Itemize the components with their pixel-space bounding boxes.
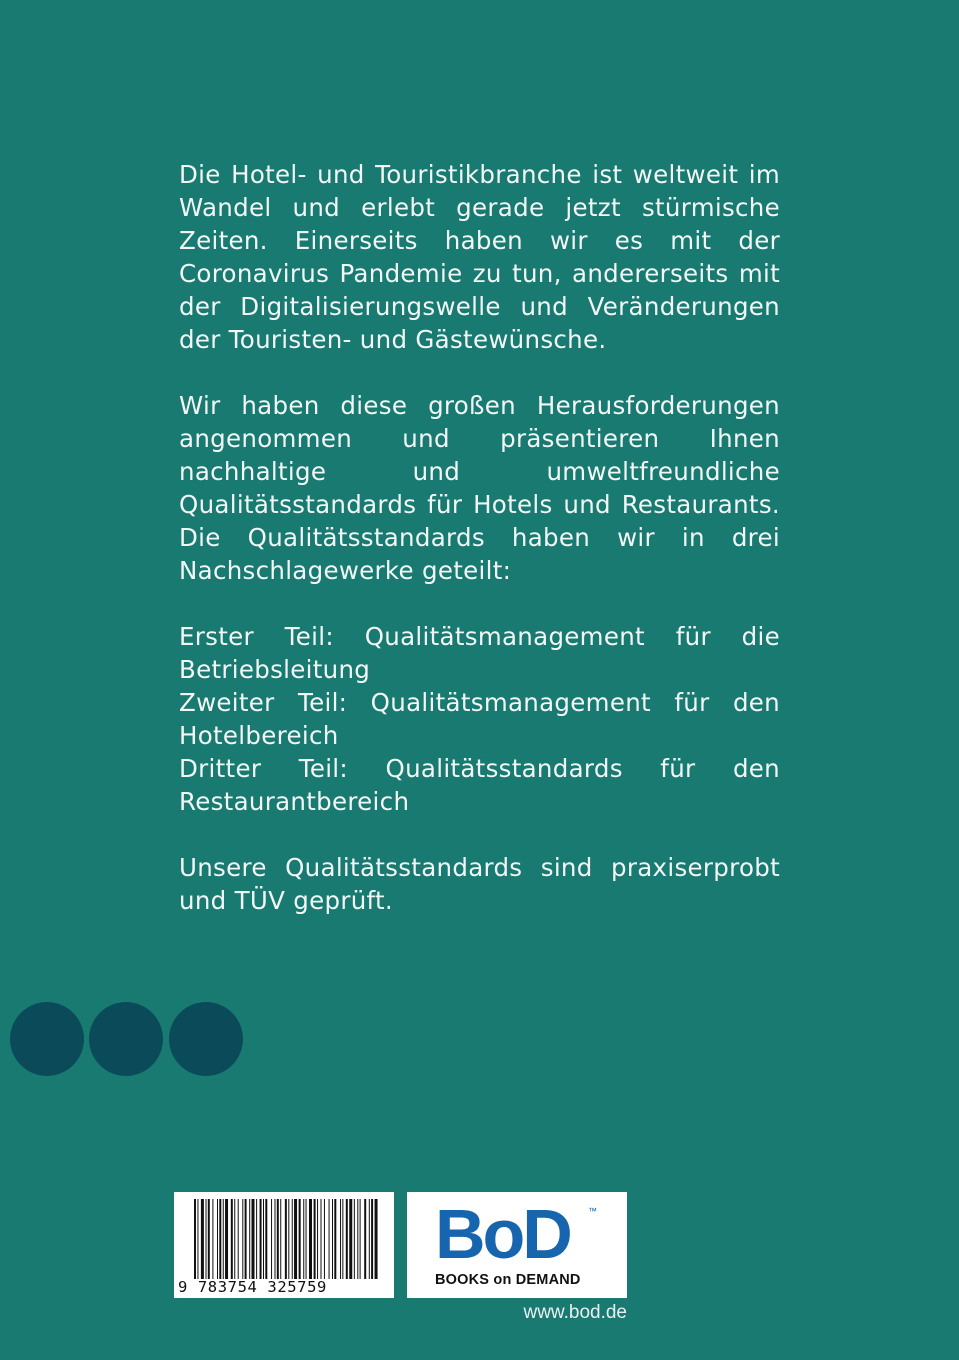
barcode-bar xyxy=(234,1199,235,1279)
part-three-line: Dritter Teil: Qualitätsstandards für den Restaurantbereich xyxy=(179,754,780,816)
blurb-paragraph: Unsere Qualitätsstandards sind praxiserprobt und TÜV geprüft. xyxy=(179,853,780,915)
barcode-bar xyxy=(249,1199,250,1279)
barcode-bar xyxy=(194,1199,196,1279)
barcode-bar xyxy=(314,1199,316,1279)
barcode-bar xyxy=(245,1199,247,1279)
barcode-bar xyxy=(288,1199,289,1279)
barcode-bar xyxy=(252,1199,255,1279)
barcode-bar xyxy=(364,1199,366,1279)
barcode-bar xyxy=(263,1199,264,1279)
publisher-logo xyxy=(407,1192,627,1298)
barcode-bar xyxy=(238,1199,239,1279)
barcode-bar xyxy=(277,1199,279,1279)
publisher-url: www.bod.de xyxy=(523,1302,627,1323)
barcode-bar xyxy=(212,1199,213,1279)
barcode-bar xyxy=(303,1199,304,1279)
part-two-line: Zweiter Teil: Qualitätsmanagement für den Hotelbereich xyxy=(179,688,780,750)
barcode-bar xyxy=(309,1199,312,1279)
barcode-bar xyxy=(360,1199,361,1279)
barcode-bar xyxy=(369,1199,370,1279)
isbn-number: 9 783754 325759 xyxy=(178,1278,327,1296)
barcode-bar xyxy=(317,1199,318,1279)
barcode-bar xyxy=(280,1199,281,1279)
blurb-paragraph: Die Hotel- und Touristikbranche ist weltweit im Wandel und erlebt gerade jetzt stürmische Zeiten. Einerseits haben wir es mit der Coronavirus Pandemie zu tun, andererseits mit der Digitalisierungswelle und Veränderungen der Touristen- und Gästewünsche. xyxy=(179,160,780,354)
isbn-barcode xyxy=(174,1192,394,1298)
barcode-bar xyxy=(375,1199,378,1279)
barcode-bar xyxy=(299,1199,301,1279)
barcode-bar xyxy=(292,1199,293,1279)
barcode-bar xyxy=(371,1199,373,1279)
barcode-bar xyxy=(342,1199,343,1279)
barcode-bar xyxy=(346,1199,348,1279)
decorative-dot xyxy=(10,1002,84,1076)
barcode-bar xyxy=(332,1199,333,1279)
barcode-bar xyxy=(285,1199,287,1279)
barcode-bar xyxy=(265,1199,267,1279)
barcode-bar xyxy=(294,1199,297,1279)
barcode-bar xyxy=(324,1199,325,1279)
barcode-bar xyxy=(340,1199,341,1279)
barcode-bar xyxy=(242,1199,243,1279)
barcode-bar xyxy=(260,1199,262,1279)
barcode-bar xyxy=(223,1199,224,1279)
barcode-bar xyxy=(217,1199,218,1279)
barcode-bar xyxy=(201,1199,204,1279)
blurb-text xyxy=(179,158,780,950)
part-one-line: Erster Teil: Qualitätsmanagement für die Betriebsleitung xyxy=(179,622,780,684)
barcode-bar xyxy=(334,1199,336,1279)
bod-logo-text: BoD xyxy=(435,1195,570,1273)
barcode-bar xyxy=(197,1199,198,1279)
barcode-bar xyxy=(306,1199,307,1279)
blurb-paragraph: Wir haben diese großen Herausforderungen angenommen und präsentieren Ihnen nachhaltige und umweltfreundliche Qualitätsstandards für Hotels und Restaurants. Die Qualitätsstandards haben wir in drei Nachschlagewerke geteilt: xyxy=(179,391,780,585)
barcode-bar xyxy=(208,1199,210,1279)
barcode-bar xyxy=(349,1199,352,1279)
barcode-bar xyxy=(225,1199,228,1279)
barcode-bar xyxy=(256,1199,257,1279)
barcode-bar xyxy=(275,1199,276,1279)
barcode-bar xyxy=(271,1199,272,1279)
barcode-bar xyxy=(231,1199,233,1279)
trademark-symbol: ™ xyxy=(588,1206,597,1216)
barcode-bar xyxy=(219,1199,221,1279)
decorative-dot xyxy=(89,1002,163,1076)
barcode-bar xyxy=(329,1199,330,1279)
bod-logo-subtitle: BOOKS on DEMAND xyxy=(435,1272,581,1288)
barcode-bar xyxy=(357,1199,358,1279)
barcode-bar xyxy=(206,1199,207,1279)
barcode-bar xyxy=(354,1199,355,1279)
decorative-dot xyxy=(169,1002,243,1076)
barcode-bar xyxy=(321,1199,322,1279)
